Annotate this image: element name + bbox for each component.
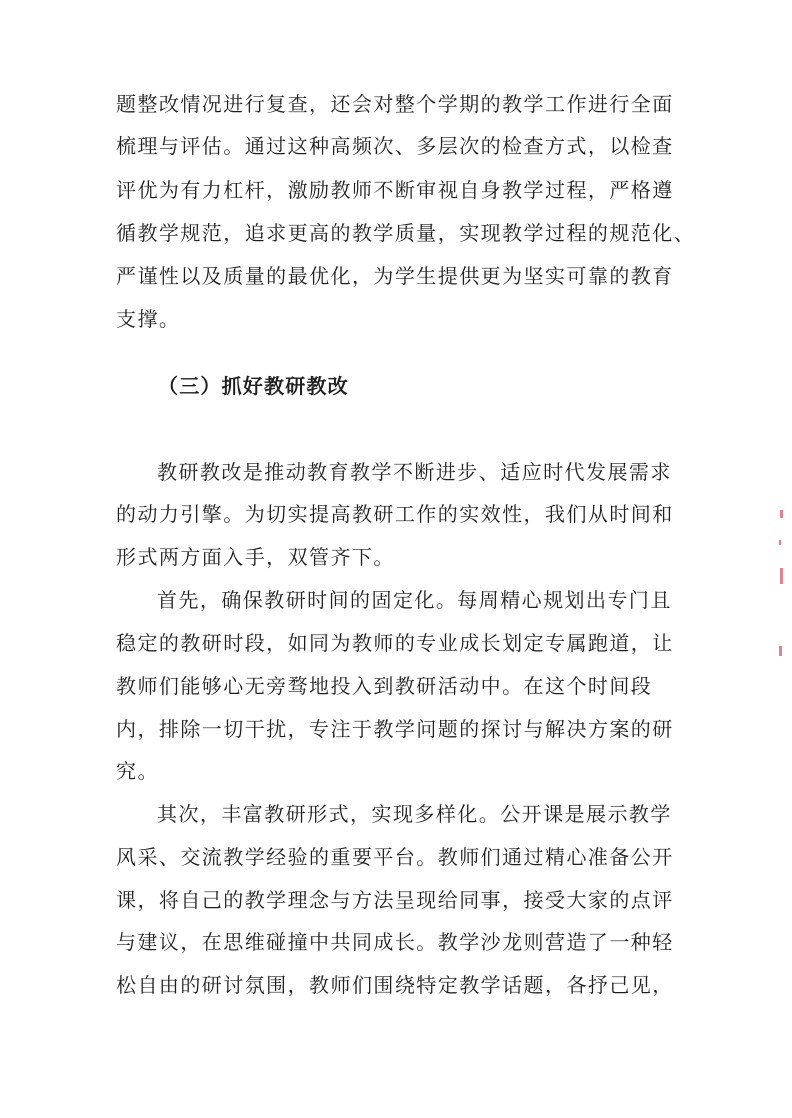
section-heading: （三）抓好教研教改 [158,374,349,398]
paragraph-line: 与建议，在思维碰撞中共同成长。教学沙龙则营造了一种轻 [116,930,674,954]
paragraph-line: 内，排除一切干扰，专注于教学问题的探讨与解决方案的研 [116,717,674,741]
paragraph-line: 稳定的教研时段，如同为教师的专业成长划定专属跑道，让 [116,631,674,655]
paragraph-line: 松自由的研讨氛围，教师们围绕特定教学话题，各抒己见， [116,973,674,997]
paragraph-line: 其次，丰富教研形式，实现多样化。公开课是展示教学 [157,802,672,826]
paragraph-line: 的动力引擎。为切实提高教研工作的实效性，我们从时间和 [116,502,674,526]
paragraph-line: 究。 [116,759,159,783]
paragraph-line: 评优为有力杠杆，激励教师不断审视自身教学过程，严格遵 [116,178,674,202]
seal-mark [780,568,783,584]
seal-mark [779,646,782,656]
paragraph-line: 风采、交流教学经验的重要平台。教师们通过精心准备公开 [116,845,674,869]
paragraph-line: 严谨性以及质量的最优化，为学生提供更为坚实可靠的教育 [116,264,674,288]
seal-mark [780,510,783,518]
paragraph-line: 梳理与评估。通过这种高频次、多层次的检查方式，以检查 [116,134,674,158]
paragraph-line: 首先，确保教研时间的固定化。每周精心规划出专门且 [157,588,672,612]
paragraph-line: 题整改情况进行复查，还会对整个学期的教学工作进行全面 [116,92,674,116]
paragraph-line: 教研教改是推动教育教学不断进步、适应时代发展需求 [157,460,672,484]
paragraph-line: 支撑。 [116,307,181,331]
paragraph-line: 课，将自己的教学理念与方法呈现给同事，接受大家的点评 [116,888,674,912]
paragraph-line: 循教学规范，追求更高的教学质量，实现教学过程的规范化、 [116,221,696,245]
seal-mark [779,540,781,545]
paragraph-line: 形式两方面入手，双管齐下。 [116,545,395,569]
paragraph-line: 教师们能够心无旁骛地投入到教研活动中。在这个时间段 [116,674,653,698]
